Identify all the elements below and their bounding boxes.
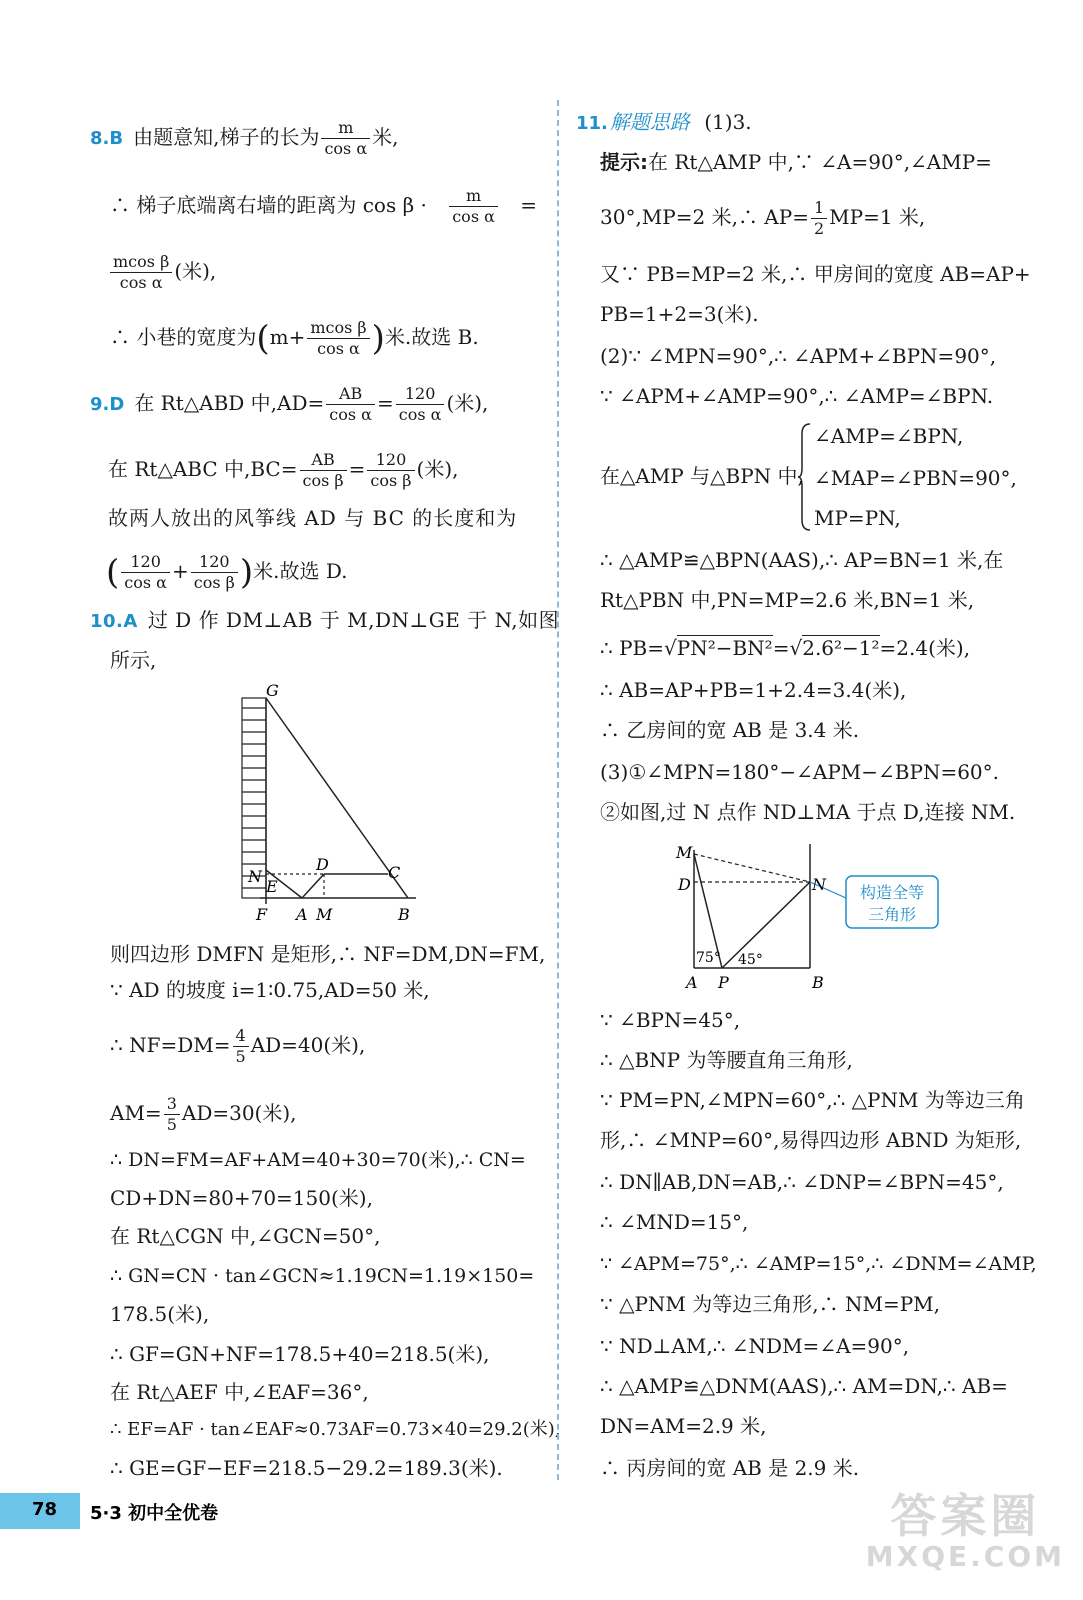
- q11-line20: ∴ ∠MND=15°,: [600, 1210, 749, 1234]
- label-g: G: [266, 682, 279, 700]
- label-a: A: [296, 905, 308, 924]
- ladder-kite-figure: [236, 682, 426, 928]
- system-brace: [798, 422, 812, 532]
- fraction: $\frac{AB}{\text{cos β}}$: [300, 450, 347, 491]
- angle-45: 45°: [738, 952, 763, 968]
- q11-line5: PB=1+2=3(米).: [600, 302, 759, 326]
- fraction: $\frac{AB}{\text{cos α}}$: [326, 384, 375, 425]
- q10-line9: 在 Rt△CGN 中,∠GCN=50°,: [110, 1224, 381, 1248]
- q11-line13: (3)①∠MPN=180°−∠APM−∠BPN=60°.: [600, 760, 1000, 784]
- sqrt-1: √PN²−BN²: [664, 636, 773, 660]
- callout-text-2: 三角形: [867, 905, 917, 924]
- q10-line3: 则四边形 DMFN 是矩形,∴ NF=DM,DN=FM,: [110, 942, 546, 966]
- q9-line4: ( $\frac{120}{\text{cos α}}$ + $\frac{120}{\text{cos β}}$ )米.故选 D.: [106, 552, 348, 593]
- label-e: E: [266, 877, 278, 896]
- line-pn: [722, 882, 810, 968]
- fraction: $\frac{3}{5}$: [164, 1094, 180, 1135]
- room-figure: [670, 836, 970, 996]
- q11-line9: Rt△PBN 中,PN=MP=2.6 米,BN=1 米,: [600, 588, 975, 612]
- system-eq3: MP=PN,: [814, 506, 901, 530]
- q11-line6: (2)∵ ∠MPN=90°,∴ ∠APM+∠BPN=90°,: [600, 344, 997, 368]
- book-title: 5·3 初中全优卷: [90, 1503, 219, 1524]
- system-eq1: ∠AMP=∠BPN,: [814, 424, 964, 448]
- watermark-line2: MXQE.COM: [865, 1540, 1065, 1573]
- q11-line12: ∴ 乙房间的宽 AB 是 3.4 米.: [600, 718, 860, 742]
- fraction: $\frac{\text{mcos β}}{\text{cos α}}$: [307, 318, 369, 359]
- q11-line11: ∴ AB=AP+PB=1+2.4=3.4(米),: [600, 678, 907, 702]
- watermark-line1: 答案圈: [890, 1489, 1041, 1543]
- q11-line17: ∵ PM=PN,∠MPN=60°,∴ △PNM 为等边三角: [600, 1088, 1025, 1112]
- q10-label: 10.A: [90, 611, 138, 632]
- q11-line15: ∵ ∠BPN=45°,: [600, 1008, 741, 1032]
- q10-line1: 10.A 过 D 作 DM⊥AB 于 M,DN⊥GE 于 N,如图: [90, 608, 560, 632]
- label-d: D: [678, 875, 691, 894]
- system-eq2: ∠MAP=∠PBN=90°,: [814, 466, 1017, 490]
- system-pre: 在△AMP 与△BPN 中,: [600, 464, 804, 488]
- fraction: $\frac{m}{\text{cos α}}$: [449, 186, 498, 227]
- label-f: F: [256, 905, 268, 924]
- q10-line8: CD+DN=80+70=150(米),: [110, 1186, 373, 1210]
- callout-text-1: 构造全等: [859, 883, 925, 902]
- q8-line4: ∴ 小巷的宽度为(m+ $\frac{\text{mcos β}}{\text{cos α}}$ )米.故选 B.: [110, 318, 479, 359]
- q10-line11: 178.5(米),: [110, 1302, 210, 1326]
- column-divider: [557, 100, 559, 1480]
- label-c: C: [388, 863, 401, 882]
- q11-line16: ∴ △BNP 为等腰直角三角形,: [600, 1048, 853, 1072]
- angle-75: 75°: [696, 950, 721, 966]
- q10-line13: 在 Rt△AEF 中,∠EAF=36°,: [110, 1380, 369, 1404]
- q9-label: 9.D: [90, 394, 125, 415]
- label-n: N: [812, 875, 826, 894]
- q11-line2: 提示:在 Rt△AMP 中,∵ ∠A=90°,∠AMP=: [600, 150, 992, 174]
- fraction: $\frac{1}{2}$: [811, 198, 827, 239]
- fraction: $\frac{\text{mcos β}}{\text{cos α}}$: [110, 252, 172, 293]
- line-gb: [266, 698, 408, 898]
- q11-line19: ∴ DN∥AB,DN=AB,∴ ∠DNP=∠BPN=45°,: [600, 1170, 1004, 1194]
- q10-line5: ∴ NF=DM= $\frac{4}{5}$ AD=40(米),: [110, 1026, 366, 1066]
- fraction: $\frac{120}{\text{cos α}}$: [396, 384, 445, 425]
- q11-line24: ∴ △AMP≌△DNM(AAS),∴ AM=DN,∴ AB=: [600, 1374, 1008, 1398]
- q11-label: 11.: [576, 113, 608, 134]
- q11-line14: ②如图,过 N 点作 ND⊥MA 于点 D,连接 NM.: [600, 800, 1016, 824]
- q10-line4: ∵ AD 的坡度 i=1∶0.75,AD=50 米,: [110, 978, 430, 1002]
- sqrt-2: √2.6²−1²: [789, 636, 880, 660]
- q10-line14: ∴ EF=AF · tan∠EAF≈0.73AF=0.73×40=29.2(米),: [110, 1419, 561, 1440]
- watermark: [866, 1490, 1065, 1572]
- label-b: B: [398, 905, 410, 924]
- q11-line7: ∵ ∠APM+∠AMP=90°,∴ ∠AMP=∠BPN.: [600, 384, 994, 408]
- q11-line23: ∵ ND⊥AM,∴ ∠NDM=∠A=90°,: [600, 1334, 910, 1358]
- q11-line25: DN=AM=2.9 米,: [600, 1414, 767, 1438]
- label-p: P: [718, 973, 729, 992]
- fraction: $\frac{120}{\text{cos β}}$: [367, 450, 414, 491]
- q10-line2: 所示,: [110, 648, 157, 672]
- page-number: 78: [32, 1499, 58, 1520]
- label-a: A: [686, 973, 698, 992]
- q11-line8: ∴ △AMP≌△BPN(AAS),∴ AP=BN=1 米,在: [600, 548, 1004, 572]
- q10-line7: ∴ DN=FM=AF+AM=40+30=70(米),∴ CN=: [110, 1149, 526, 1171]
- label-n: N: [248, 867, 262, 886]
- q8-line3: $\frac{\text{mcos β}}{\text{cos α}}$ (米),: [108, 252, 216, 293]
- q11-line10: ∴ PB=√PN²−BN²=√2.6²−1²=2.4(米),: [600, 636, 971, 660]
- q8-label: 8.B: [90, 128, 124, 149]
- fraction: $\frac{120}{\text{cos β}}$: [191, 552, 238, 593]
- q11-line4: 又∵ PB=MP=2 米,∴ 甲房间的宽度 AB=AP+: [600, 262, 1031, 286]
- fraction: $\frac{4}{5}$: [233, 1026, 249, 1067]
- q10-line6: AM= $\frac{3}{5}$ AD=30(米),: [110, 1094, 297, 1134]
- q11-line1: 11. 解题思路 (1)3.: [576, 110, 752, 134]
- fraction: $\frac{m}{\text{cos α}}$: [321, 118, 370, 159]
- q10-line10: ∴ GN=CN · tan∠GCN≈1.19CN=1.19×150=: [110, 1265, 535, 1287]
- q11-line22: ∵ △PNM 为等边三角形,∴ NM=PM,: [600, 1292, 940, 1316]
- label-d: D: [316, 855, 329, 874]
- line-mn: [694, 854, 810, 882]
- q10-line12: ∴ GF=GN+NF=178.5+40=218.5(米),: [110, 1342, 490, 1366]
- line-ad: [302, 874, 324, 898]
- think-label: 解题思路: [609, 110, 690, 134]
- q10-line15: ∴ GE=GF−EF=218.5−29.2=189.3(米).: [110, 1456, 503, 1480]
- q8-line1: 8.B 由题意知,梯子的长为 $\frac{m}{\text{cos α}}$ 米,: [90, 118, 399, 158]
- label-m: M: [676, 843, 693, 862]
- label-m: M: [316, 905, 333, 924]
- q9-line2: 在 Rt△ABC 中,BC= $\frac{AB}{\text{cos β}}$ = $\frac{120}{\text{cos β}}$ (米),: [108, 450, 459, 490]
- fraction: $\frac{120}{\text{cos α}}$: [121, 552, 170, 593]
- q11-line21: ∵ ∠APM=75°,∴ ∠AMP=15°,∴ ∠DNM=∠AMP,: [600, 1253, 1037, 1275]
- q9-line1: 9.D 在 Rt△ABD 中,AD= $\frac{AB}{\text{cos α}}$ = $\frac{120}{\text{cos α}}$ (米),: [90, 384, 489, 424]
- label-b: B: [812, 973, 824, 992]
- q9-line3: 故两人放出的风筝线 AD 与 BC 的长度和为: [108, 506, 518, 530]
- hint-label: 提示:: [600, 150, 648, 174]
- q11-line26: ∴ 丙房间的宽 AB 是 2.9 米.: [600, 1456, 860, 1480]
- q11-line18: 形,∴ ∠MNP=60°,易得四边形 ABND 为矩形,: [600, 1128, 1022, 1152]
- q8-line2: ∴ 梯子底端离右墙的距离为 cos β · $\frac{m}{\text{cos α}}$ =: [110, 186, 538, 226]
- q11-line3: 30°,MP=2 米,∴ AP= $\frac{1}{2}$ MP=1 米,: [600, 198, 926, 238]
